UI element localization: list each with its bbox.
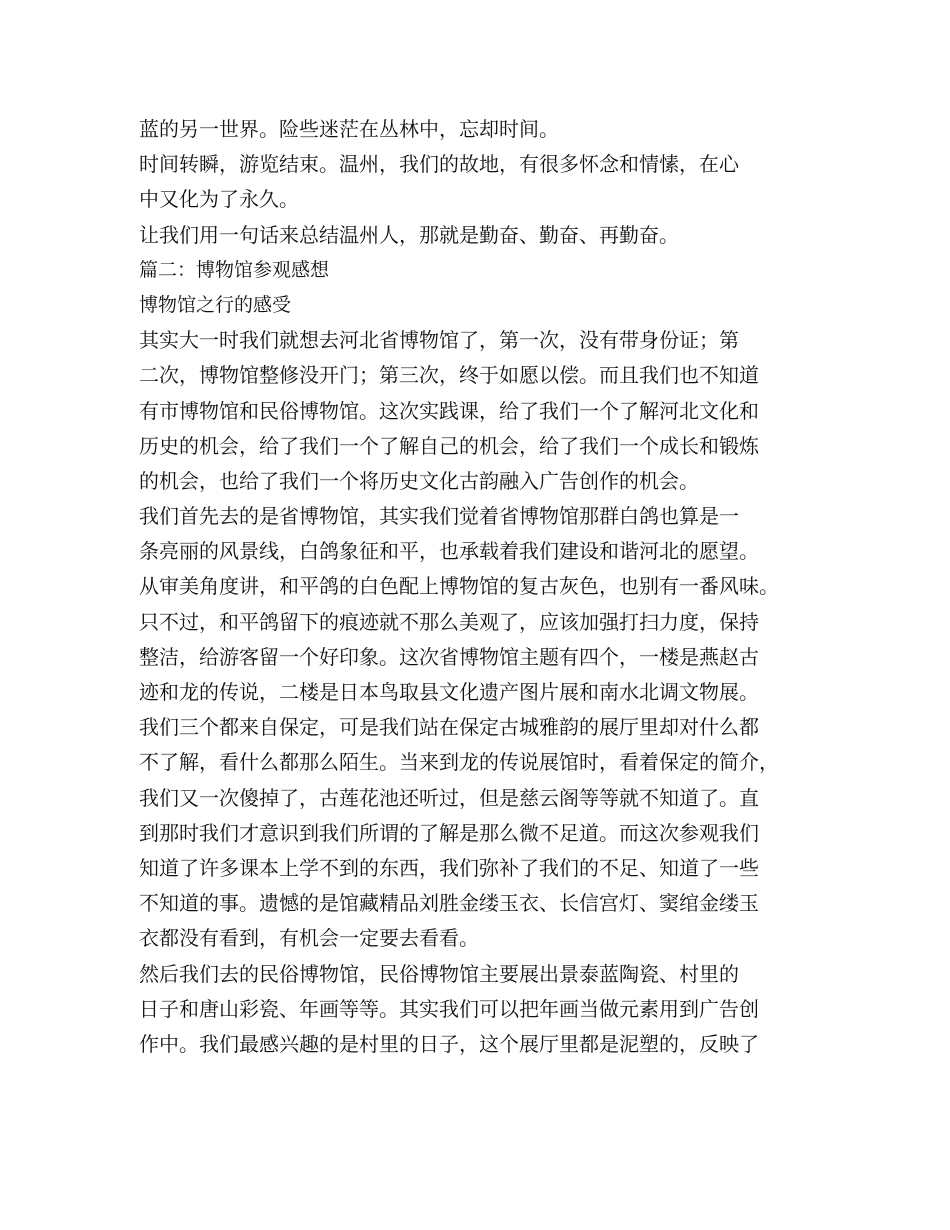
text-line: 时间转瞬，游览结束。温州，我们的故地，有很多怀念和情愫，在心 (139, 152, 739, 177)
text-line: 到那时我们才意识到我们所谓的了解是那么微不足道。而这次参观我们 (139, 820, 759, 845)
text-line: 其实大一时我们就想去河北省博物馆了，第一次，没有带身份证；第 (139, 328, 739, 353)
text-line: 有市博物馆和民俗博物馆。这次实践课，给了我们一个了解河北文化和 (139, 398, 759, 423)
text-line: 只不过，和平鸽留下的痕迹就不那么美观了，应该加强打扫力度，保持 (139, 609, 759, 634)
section-heading: 篇二：博物馆参观感想 (139, 258, 330, 281)
text-line: 日子和唐山彩瓷、年画等等。其实我们可以把年画当做元素用到广告创 (139, 996, 759, 1021)
text-line: 整洁，给游客留一个好印象。这次省博物馆主题有四个，一楼是燕赵古 (139, 644, 759, 669)
text-line: 从审美角度讲，和平鸽的白色配上博物馆的复古灰色，也别有一番风味。 (139, 574, 779, 599)
text-line: 条亮丽的风景线，白鸽象征和平，也承载着我们建设和谐河北的愿望。 (139, 539, 759, 564)
document-body (139, 112, 829, 1062)
text-line: 我们又一次傻掉了，古莲花池还听过，但是慈云阁等等就不知道了。直 (139, 785, 759, 810)
text-line: 让我们用一句话来总结温州人，那就是勤奋、勤奋、再勤奋。 (139, 222, 679, 247)
text-line: 作中。我们最感兴趣的是村里的日子，这个展厅里都是泥塑的，反映了 (139, 1031, 759, 1056)
text-line: 知道了许多课本上学不到的东西，我们弥补了我们的不足、知道了一些 (139, 855, 759, 880)
text-line: 的机会，也给了我们一个将历史文化古韵融入广告创作的机会。 (139, 468, 699, 493)
text-line: 然后我们去的民俗博物馆，民俗博物馆主要展出景泰蓝陶瓷、村里的 (139, 961, 739, 986)
text-line: 衣都没有看到，有机会一定要去看看。 (139, 926, 479, 951)
text-line: 不了解，看什么都那么陌生。当来到龙的传说展馆时，看着保定的简介， (139, 750, 779, 775)
text-line: 迹和龙的传说，二楼是日本鸟取县文化遗产图片展和南水北调文物展。 (139, 680, 759, 704)
text-line: 二次，博物馆整修没开门；第三次，终于如愿以偿。而且我们也不知道 (139, 363, 759, 388)
text-line: 我们三个都来自保定，可是我们站在保定古城雅韵的展厅里却对什么都 (139, 715, 759, 740)
text-line: 蓝的另一世界。险些迷茫在丛林中，忘却时间。 (139, 117, 559, 141)
text-line: 不知道的事。遗憾的是馆藏精品刘胜金缕玉衣、长信宫灯、窦绾金缕玉 (139, 891, 759, 916)
text-line: 历史的机会，给了我们一个了解自己的机会，给了我们一个成长和锻炼 (139, 433, 759, 458)
text-line: 我们首先去的是省博物馆，其实我们觉着省博物馆那群白鸽也算是一 (139, 504, 739, 529)
text-line: 中又化为了永久。 (139, 187, 299, 212)
article-title: 博物馆之行的感受 (139, 293, 292, 316)
